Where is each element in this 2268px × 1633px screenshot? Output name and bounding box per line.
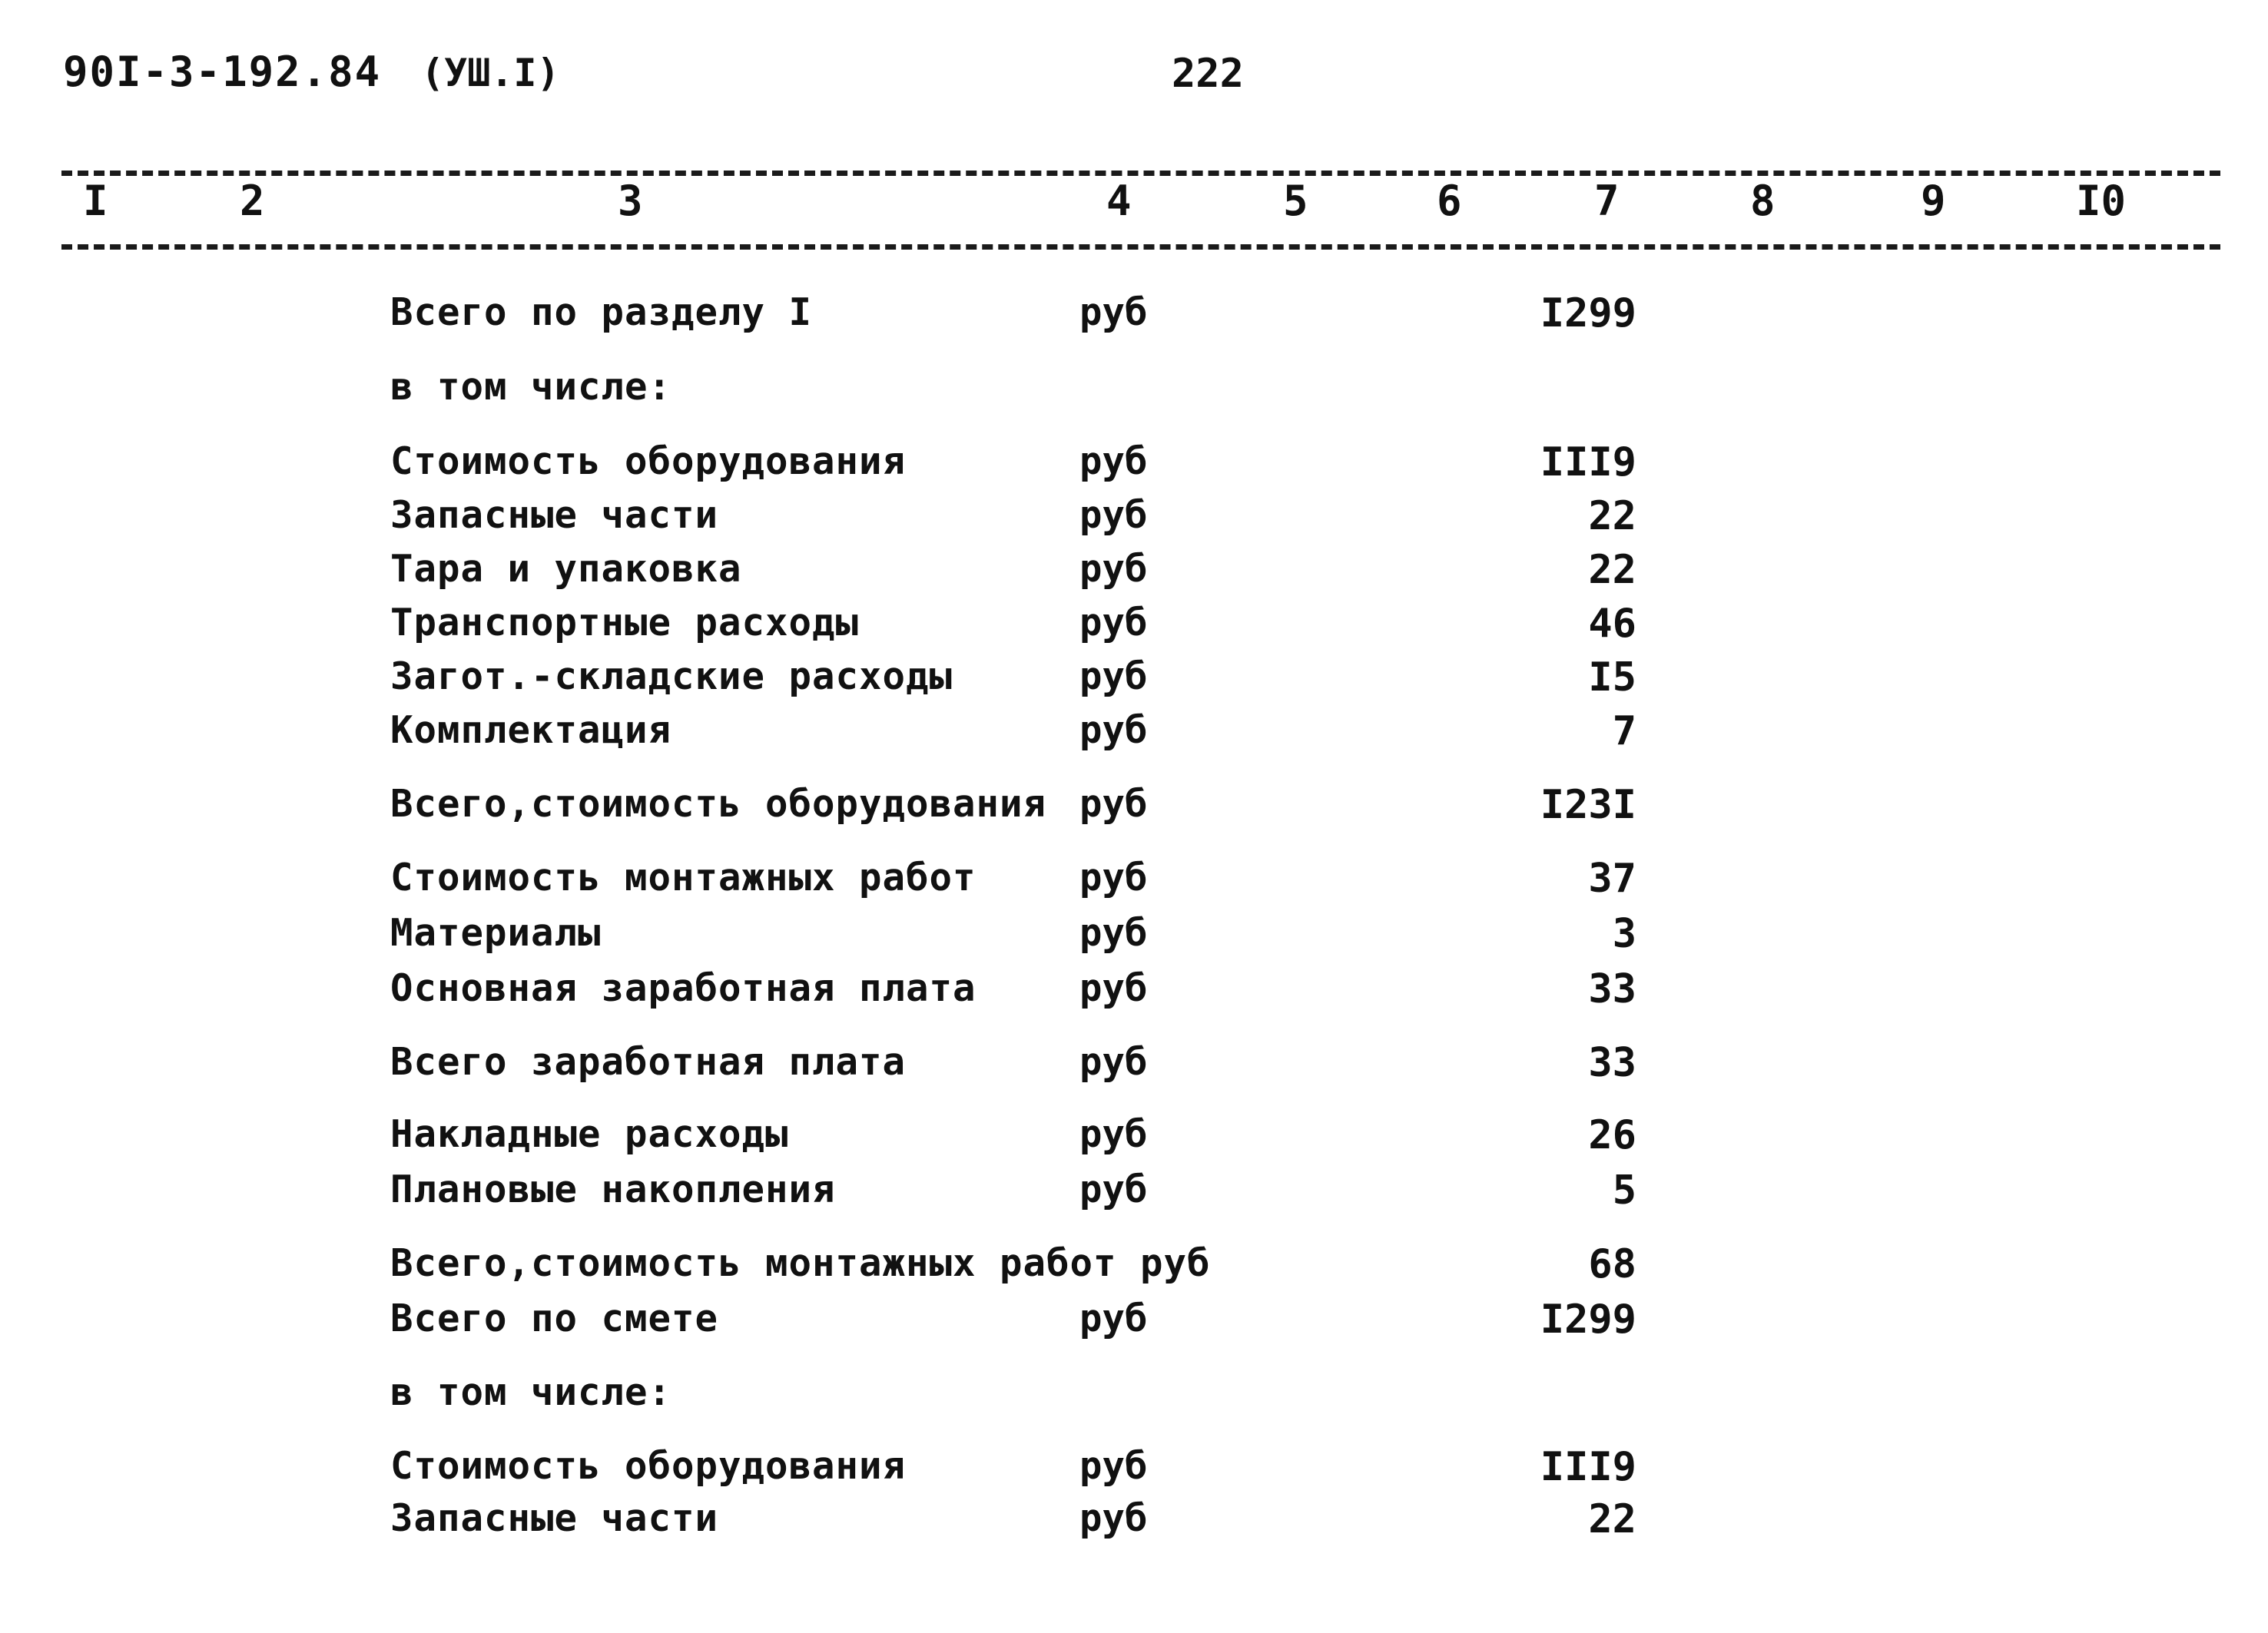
row-label: Транспортные расходы [390, 601, 860, 644]
row-unit: руб [1079, 439, 1148, 483]
column-number-3: 3 [618, 177, 643, 225]
table-row [0, 782, 2268, 836]
column-number-1: I [83, 177, 108, 225]
page-number: 222 [1172, 51, 1244, 97]
table-row [0, 856, 2268, 909]
row-label: в том числе: [390, 1370, 672, 1414]
row-label: Стоимость оборудования [390, 1444, 907, 1488]
row-unit: руб [1079, 708, 1148, 752]
table-row [0, 1370, 2268, 1424]
document-code: 90I-3-192.84 [63, 48, 382, 96]
row-label: в том числе: [390, 365, 672, 409]
row-value: 22 [1588, 1496, 1636, 1542]
row-label: Всего по смете [390, 1297, 719, 1340]
column-number-6: 6 [1437, 177, 1462, 225]
table-top-divider [61, 171, 2220, 176]
row-label: Накладные расходы [390, 1112, 789, 1156]
table-row [0, 365, 2268, 419]
row-label: Запасные части [390, 493, 719, 537]
row-value: I299 [1540, 1297, 1636, 1343]
table-row [0, 1168, 2268, 1221]
row-label: Стоимость оборудования [390, 439, 907, 483]
row-label: Основная заработная плата [390, 966, 976, 1010]
row-value: I23I [1540, 782, 1636, 828]
row-unit: руб [1079, 547, 1148, 591]
row-label: Тара и упаковка [390, 547, 742, 591]
column-number-5: 5 [1283, 177, 1308, 225]
row-unit: руб [1079, 654, 1148, 698]
row-label: Стоимость монтажных работ [390, 856, 976, 899]
row-unit: руб [1079, 1112, 1148, 1156]
row-label: Запасные части [390, 1496, 719, 1540]
row-label: Всего,стоимость монтажных работ руб [390, 1241, 1211, 1285]
row-label: Всего заработная плата [390, 1040, 907, 1084]
row-value: 5 [1612, 1168, 1636, 1214]
sheet-reference: (УШ.I) [421, 51, 560, 95]
table-row [0, 911, 2268, 965]
row-label: Комплектация [390, 708, 672, 752]
row-value: 68 [1588, 1241, 1636, 1287]
row-label: Плановые накопления [390, 1168, 836, 1211]
table-row [0, 547, 2268, 601]
row-value: III9 [1540, 1444, 1636, 1490]
row-value: III9 [1540, 439, 1636, 485]
table-row [0, 654, 2268, 708]
row-unit: руб [1079, 493, 1148, 537]
column-number-10: I0 [2076, 177, 2127, 225]
row-value: I299 [1540, 290, 1636, 336]
table-row [0, 1496, 2268, 1550]
column-number-2: 2 [240, 177, 265, 225]
column-number-4: 4 [1106, 177, 1132, 225]
row-value: 26 [1588, 1112, 1636, 1158]
table-row [0, 439, 2268, 493]
row-value: 46 [1588, 601, 1636, 647]
column-number-9: 9 [1921, 177, 1946, 225]
row-unit: руб [1079, 290, 1148, 334]
table-row [0, 1040, 2268, 1094]
table-row [0, 1241, 2268, 1295]
row-value: 22 [1588, 547, 1636, 593]
row-value: I5 [1588, 654, 1636, 701]
row-value: 7 [1612, 708, 1636, 754]
table-header-divider [61, 244, 2220, 250]
row-unit: руб [1079, 1168, 1148, 1211]
row-unit: руб [1079, 782, 1148, 826]
row-unit: руб [1079, 966, 1148, 1010]
row-unit: руб [1079, 856, 1148, 899]
table-row [0, 601, 2268, 654]
table-row [0, 1297, 2268, 1350]
column-number-8: 8 [1750, 177, 1776, 225]
row-unit: руб [1079, 1040, 1148, 1084]
row-value: 3 [1612, 911, 1636, 957]
table-row [0, 966, 2268, 1020]
row-value: 33 [1588, 1040, 1636, 1086]
row-label: Материалы [390, 911, 602, 955]
row-unit: руб [1079, 1496, 1148, 1540]
row-unit: руб [1079, 1297, 1148, 1340]
table-row [0, 290, 2268, 344]
row-label: Всего,стоимость оборудования [390, 782, 1047, 826]
row-unit: руб [1079, 911, 1148, 955]
row-unit: руб [1079, 1444, 1148, 1488]
table-row [0, 493, 2268, 547]
row-label: Загот.-складские расходы [390, 654, 953, 698]
row-value: 37 [1588, 856, 1636, 902]
row-value: 33 [1588, 966, 1636, 1012]
row-value: 22 [1588, 493, 1636, 539]
table-row [0, 708, 2268, 762]
row-label: Всего по разделу I [390, 290, 813, 334]
table-row [0, 1444, 2268, 1498]
column-number-7: 7 [1594, 177, 1620, 225]
table-row [0, 1112, 2268, 1166]
row-unit: руб [1079, 601, 1148, 644]
